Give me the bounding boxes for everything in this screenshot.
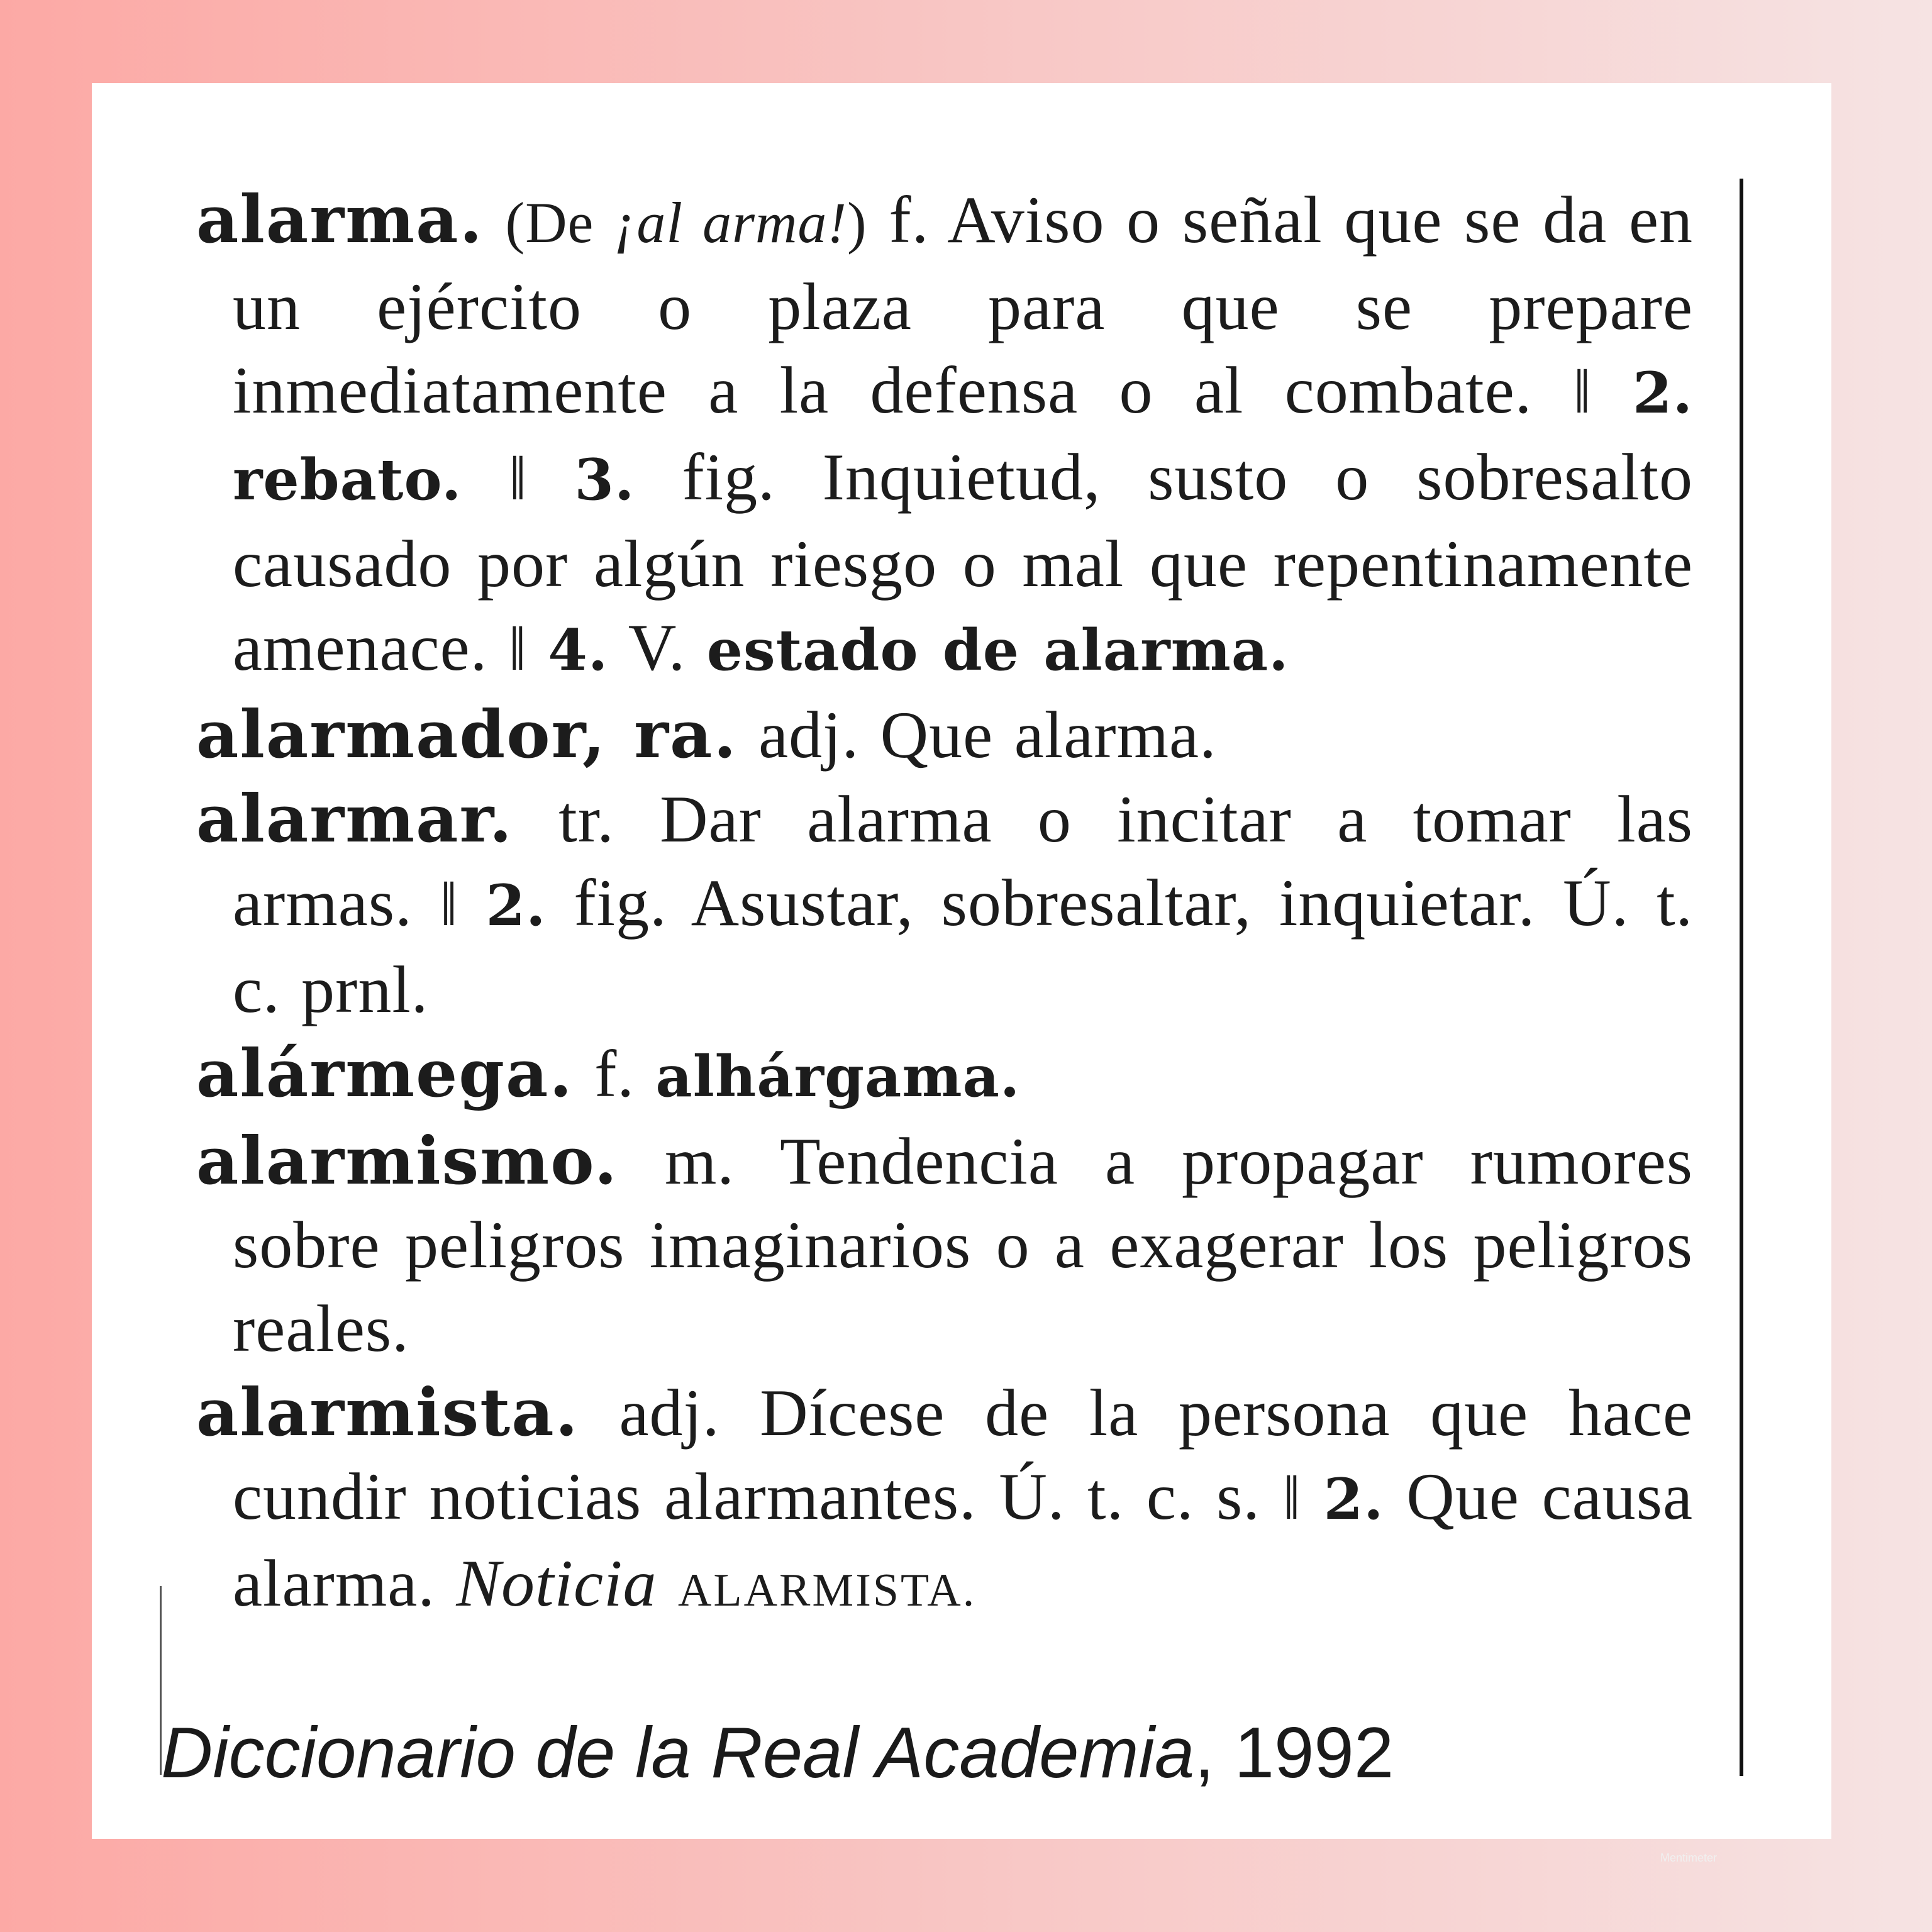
definition: fig. Inquietud, susto o sobresalto causado por algún riesgo o mal que repentinamente amenace. (233, 440, 1694, 684)
cross-reference: estado de alarma. (706, 617, 1289, 684)
sense-number: 2. (1323, 1466, 1384, 1533)
entry-alarma (196, 177, 1693, 692)
source-year: , 1992 (1194, 1713, 1394, 1793)
definition: f. Aviso o señal que se da en un ejército o plaza para que se prepare inmediatamente a la defensa o al combate. (233, 183, 1694, 427)
source-caption (161, 1712, 1394, 1794)
entry-alarmismo (196, 1119, 1693, 1370)
entry-alarmador (196, 692, 1693, 777)
entry-alarmar (196, 777, 1693, 1031)
column-rule-right (1740, 179, 1743, 1776)
sense-number: 4. (548, 617, 609, 684)
sense-separator: ‖ (1573, 357, 1592, 426)
see-prefix: V. (628, 611, 686, 684)
dictionary-card (92, 83, 1831, 1839)
cross-reference: rebato. (233, 447, 462, 513)
watermark: Mentimeter (1660, 1852, 1718, 1864)
definition: adj. Dícese de la persona que hace cundir noticias alarmantes. Ú. t. c. s. (233, 1376, 1694, 1533)
source-title: Diccionario de la Real Academia (161, 1713, 1195, 1793)
headword: alarmar. (196, 780, 513, 857)
entry-alarmista (196, 1370, 1693, 1633)
definition: Que causa alarma. (233, 1460, 1694, 1620)
sense-separator: ‖ (508, 614, 527, 684)
dictionary-entries (196, 177, 1693, 1633)
sense-number: 2. (1633, 360, 1693, 426)
usage-example-headword: ALARMISTA. (677, 1565, 977, 1616)
headword: alarmismo. (196, 1122, 618, 1199)
usage-example: Noticia (456, 1546, 657, 1620)
sense-separator: ‖ (1282, 1463, 1301, 1533)
definition: f. (594, 1037, 635, 1111)
sense-number: 3. (574, 447, 635, 513)
headword: alarmista. (196, 1374, 579, 1451)
etymology: (De ¡al arma!) (505, 191, 867, 255)
definition: fig. Asustar, sobresaltar, inquietar. Ú. t. c. prnl. (233, 866, 1694, 1026)
sense-number: 2. (486, 872, 547, 939)
entry-alarmega (196, 1031, 1693, 1119)
cross-reference: alhárgama. (655, 1043, 1021, 1110)
headword: alarma. (196, 180, 484, 258)
sense-separator: ‖ (509, 443, 528, 513)
headword: alarmador, ra. (196, 696, 738, 773)
definition: adj. Que alarma. (758, 698, 1217, 772)
definition: tr. Dar alarma o incitar a tomar las armas. (233, 782, 1693, 940)
headword: alármega. (196, 1035, 574, 1112)
sense-separator: ‖ (440, 869, 458, 939)
definition: m. Tendencia a propagar rumores sobre peligros imaginarios o a exagerar los peligros reales. (233, 1124, 1693, 1365)
